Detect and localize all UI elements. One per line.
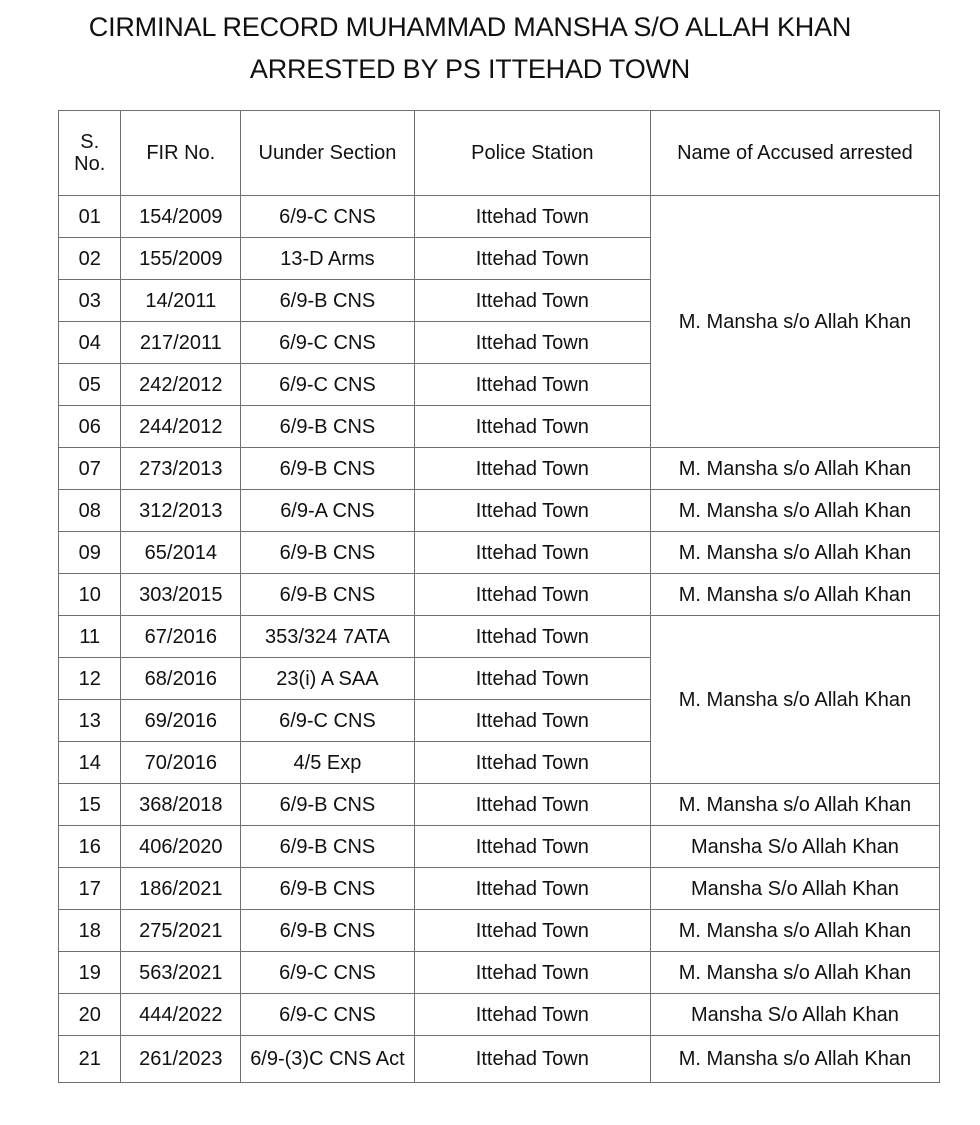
fir-number-cell: 217/2011: [121, 322, 241, 364]
police-station-cell: Ittehad Town: [414, 532, 650, 574]
fir-number-cell: 186/2021: [121, 868, 241, 910]
fir-number-cell: 275/2021: [121, 910, 241, 952]
police-station-cell: Ittehad Town: [414, 196, 650, 238]
serial-number-cell: 21: [59, 1036, 121, 1083]
header-serial-number: S. No.: [59, 111, 121, 196]
police-station-cell: Ittehad Town: [414, 616, 650, 658]
table-row: [59, 616, 940, 658]
table-row: [59, 910, 940, 952]
section-cell: 23(i) A SAA: [241, 658, 415, 700]
fir-number-cell: 65/2014: [121, 532, 241, 574]
fir-number-cell: 69/2016: [121, 700, 241, 742]
fir-number-cell: 68/2016: [121, 658, 241, 700]
section-cell: 6/9-C CNS: [241, 952, 415, 994]
police-station-cell: Ittehad Town: [414, 238, 650, 280]
fir-number-cell: 312/2013: [121, 490, 241, 532]
serial-number-cell: 10: [59, 574, 121, 616]
section-cell: 6/9-B CNS: [241, 910, 415, 952]
police-station-cell: Ittehad Town: [414, 700, 650, 742]
serial-number-cell: 01: [59, 196, 121, 238]
fir-number-cell: 244/2012: [121, 406, 241, 448]
police-station-cell: Ittehad Town: [414, 574, 650, 616]
police-station-cell: Ittehad Town: [414, 994, 650, 1036]
section-cell: 6/9-C CNS: [241, 700, 415, 742]
table-row: [59, 1036, 940, 1083]
fir-number-cell: 154/2009: [121, 196, 241, 238]
accused-name-cell: M. Mansha s/o Allah Khan: [650, 448, 939, 490]
section-cell: 4/5 Exp: [241, 742, 415, 784]
police-station-cell: Ittehad Town: [414, 658, 650, 700]
section-cell: 353/324 7ATA: [241, 616, 415, 658]
serial-number-cell: 14: [59, 742, 121, 784]
police-station-cell: Ittehad Town: [414, 910, 650, 952]
section-cell: 6/9-B CNS: [241, 406, 415, 448]
section-cell: 6/9-C CNS: [241, 196, 415, 238]
table-row: [59, 952, 940, 994]
serial-number-cell: 09: [59, 532, 121, 574]
section-cell: 6/9-B CNS: [241, 574, 415, 616]
serial-number-cell: 20: [59, 994, 121, 1036]
police-station-cell: Ittehad Town: [414, 784, 650, 826]
fir-number-cell: 406/2020: [121, 826, 241, 868]
serial-number-cell: 06: [59, 406, 121, 448]
accused-name-cell: M. Mansha s/o Allah Khan: [650, 574, 939, 616]
accused-name-cell: Mansha S/o Allah Khan: [650, 868, 939, 910]
section-cell: 6/9-B CNS: [241, 868, 415, 910]
serial-number-cell: 18: [59, 910, 121, 952]
fir-number-cell: 303/2015: [121, 574, 241, 616]
table-row: [59, 826, 940, 868]
police-station-cell: Ittehad Town: [414, 952, 650, 994]
section-cell: 6/9-B CNS: [241, 280, 415, 322]
section-cell: 13-D Arms: [241, 238, 415, 280]
accused-name-merged-cell: M. Mansha s/o Allah Khan: [650, 616, 939, 784]
police-station-cell: Ittehad Town: [414, 406, 650, 448]
fir-number-cell: 368/2018: [121, 784, 241, 826]
serial-number-cell: 07: [59, 448, 121, 490]
document-title-line-1: CIRMINAL RECORD MUHAMMAD MANSHA S/O ALLAH KHAN: [88, 12, 852, 42]
table-row: [59, 490, 940, 532]
police-station-cell: Ittehad Town: [414, 826, 650, 868]
header-fir-number: FIR No.: [121, 111, 241, 196]
serial-number-cell: 08: [59, 490, 121, 532]
fir-number-cell: 261/2023: [121, 1036, 241, 1083]
police-station-cell: Ittehad Town: [414, 322, 650, 364]
police-station-cell: Ittehad Town: [414, 448, 650, 490]
serial-number-cell: 13: [59, 700, 121, 742]
table-header-row: [59, 111, 940, 196]
accused-name-cell: M. Mansha s/o Allah Khan: [650, 784, 939, 826]
police-station-cell: Ittehad Town: [414, 1036, 650, 1083]
accused-name-cell: M. Mansha s/o Allah Khan: [650, 1036, 939, 1083]
police-station-cell: Ittehad Town: [414, 364, 650, 406]
header-under-section: Uunder Section: [241, 111, 415, 196]
accused-name-cell: M. Mansha s/o Allah Khan: [650, 532, 939, 574]
section-cell: 6/9-C CNS: [241, 364, 415, 406]
fir-number-cell: 70/2016: [121, 742, 241, 784]
section-cell: 6/9-C CNS: [241, 994, 415, 1036]
header-police-station: Police Station: [414, 111, 650, 196]
serial-number-cell: 12: [59, 658, 121, 700]
section-cell: 6/9-B CNS: [241, 448, 415, 490]
section-cell: 6/9-C CNS: [241, 322, 415, 364]
table-row: [59, 868, 940, 910]
table-row: [59, 532, 940, 574]
criminal-record-table: [58, 110, 940, 1083]
section-cell: 6/9-B CNS: [241, 532, 415, 574]
section-cell: 6/9-A CNS: [241, 490, 415, 532]
serial-number-cell: 03: [59, 280, 121, 322]
fir-number-cell: 14/2011: [121, 280, 241, 322]
accused-name-cell: M. Mansha s/o Allah Khan: [650, 490, 939, 532]
table-row: [59, 784, 940, 826]
police-station-cell: Ittehad Town: [414, 280, 650, 322]
serial-number-cell: 04: [59, 322, 121, 364]
serial-number-cell: 11: [59, 616, 121, 658]
header-accused-name: Name of Accused arrested: [650, 111, 939, 196]
police-station-cell: Ittehad Town: [414, 490, 650, 532]
fir-number-cell: 563/2021: [121, 952, 241, 994]
fir-number-cell: 242/2012: [121, 364, 241, 406]
fir-number-cell: 444/2022: [121, 994, 241, 1036]
section-cell: 6/9-(3)C CNS Act: [241, 1036, 415, 1083]
serial-number-cell: 16: [59, 826, 121, 868]
serial-number-cell: 05: [59, 364, 121, 406]
accused-name-cell: Mansha S/o Allah Khan: [650, 994, 939, 1036]
section-cell: 6/9-B CNS: [241, 826, 415, 868]
table-row: [59, 448, 940, 490]
fir-number-cell: 155/2009: [121, 238, 241, 280]
document-title-line-2: ARRESTED BY PS ITTEHAD TOWN: [249, 54, 691, 84]
serial-number-cell: 17: [59, 868, 121, 910]
serial-number-cell: 19: [59, 952, 121, 994]
serial-number-cell: 15: [59, 784, 121, 826]
table-row: [59, 574, 940, 616]
accused-name-cell: M. Mansha s/o Allah Khan: [650, 952, 939, 994]
table-row: [59, 994, 940, 1036]
police-station-cell: Ittehad Town: [414, 742, 650, 784]
section-cell: 6/9-B CNS: [241, 784, 415, 826]
fir-number-cell: 273/2013: [121, 448, 241, 490]
accused-name-cell: Mansha S/o Allah Khan: [650, 826, 939, 868]
accused-name-cell: M. Mansha s/o Allah Khan: [650, 910, 939, 952]
fir-number-cell: 67/2016: [121, 616, 241, 658]
table-row: [59, 196, 940, 238]
police-station-cell: Ittehad Town: [414, 868, 650, 910]
accused-name-merged-cell: M. Mansha s/o Allah Khan: [650, 196, 939, 448]
serial-number-cell: 02: [59, 238, 121, 280]
